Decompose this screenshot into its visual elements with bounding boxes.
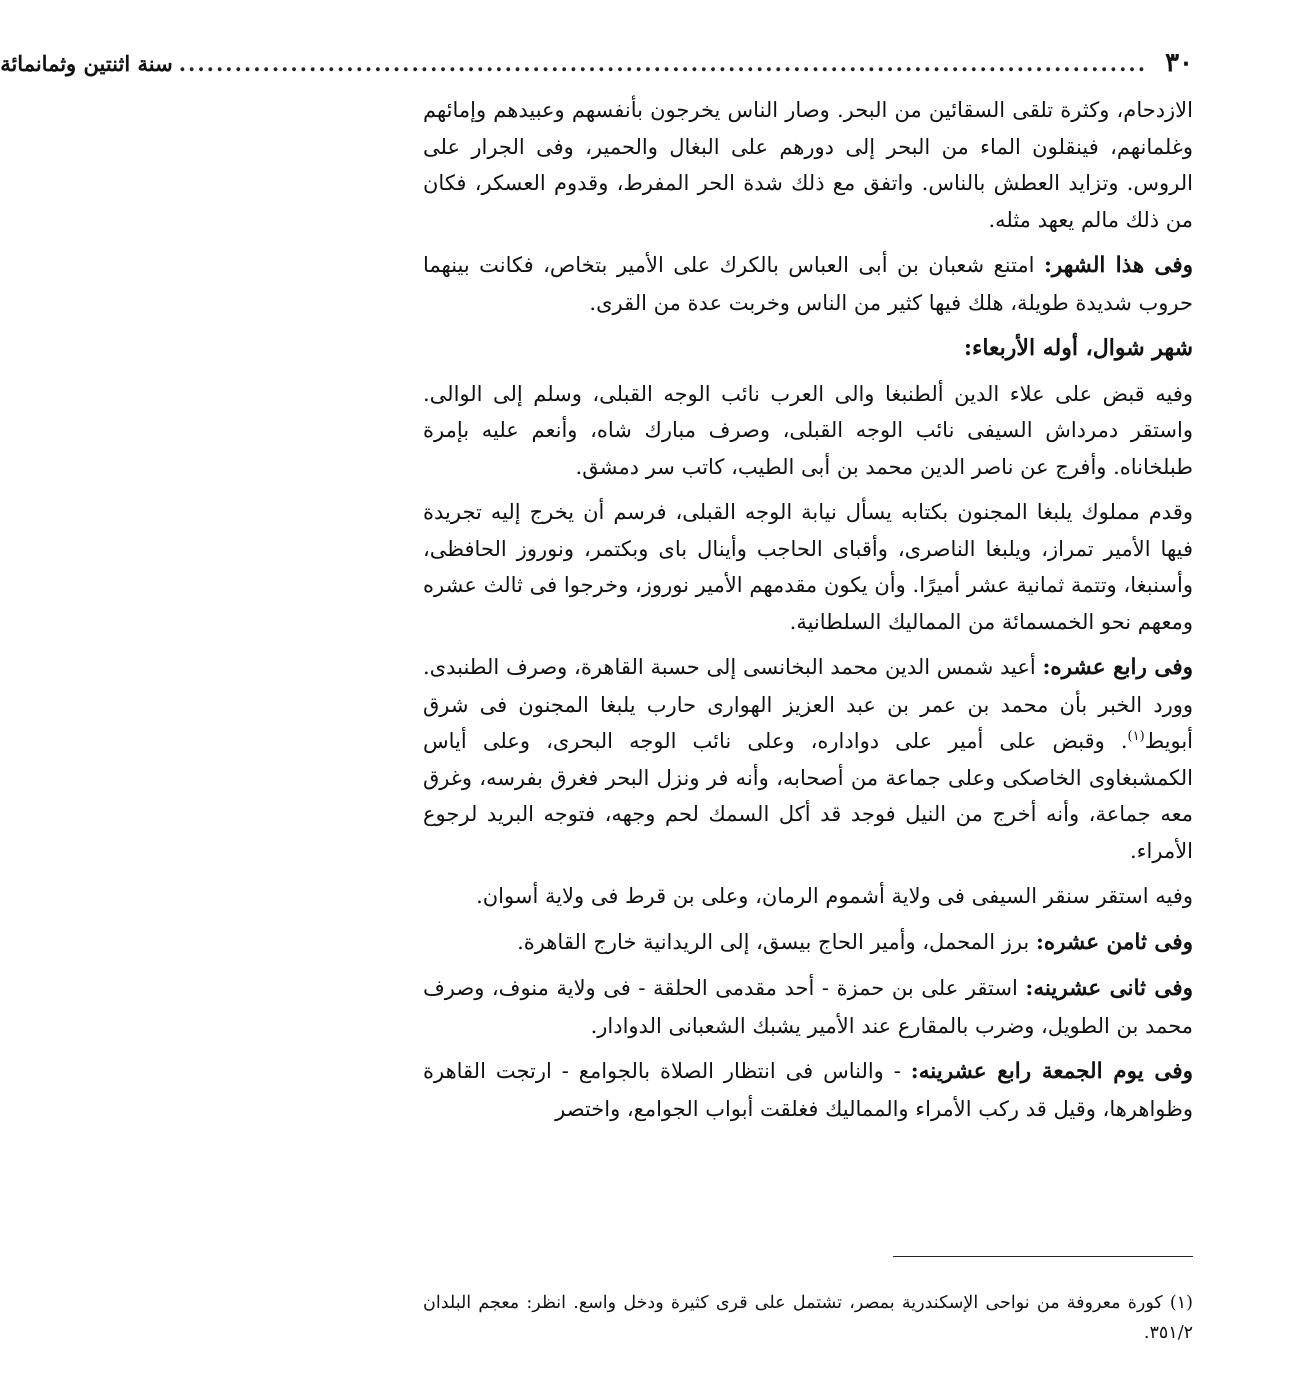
paragraph-arrest <box>423 376 1193 486</box>
paragraph-text: أعيد شمس الدين محمد البخانسى إلى حسبة القاهرة، وصرف الطنبدى. وورد الخبر بأن محمد بن عمر بن عبد العزيز الهوارى حارب يلبغا المجنون فى شرق أبويط <box>423 655 1193 753</box>
paragraph-eighteenth <box>423 924 1193 962</box>
paragraph-text: امتنع شعبان بن أبى العباس بالكرك على الأمير بتخاص، فكانت بينهما حروب شديدة طويلة، هلك فيها كثير من الناس وخربت عدة من القرى. <box>423 253 1193 315</box>
paragraph-twenty-second <box>423 970 1193 1044</box>
book-page <box>0 48 1194 1368</box>
running-title: سنة اثنتين وثمانمائة <box>0 51 173 76</box>
page-number: ٣٠ <box>1165 48 1193 78</box>
paragraph-lead: وفى ثانى عشرينه: <box>1025 976 1194 1001</box>
month-heading-shawwal: شهر شوال، أوله الأربعاء: <box>963 335 1193 361</box>
footnote-reference[interactable]: (١) <box>1127 729 1145 744</box>
paragraph-this-month <box>423 247 1193 321</box>
paragraph-friday <box>423 1053 1193 1127</box>
paragraph-text: وقدم مملوك يلبغا المجنون بكتابه يسأل نيابة الوجه القبلى، فرسم أن يخرج إليه تجريدة فيها الأمير تمراز، ويلبغا الناصرى، وأقباى الحاجب وأينال باى وبكتمر، ونوروز الحافظى، وأسنبغا، وتتمة ثمانية عشر أميرًا. وأن يكون مقدمهم الأمير نوروز، وخرجوا فى ثالث عشره ومعهم نحو الخمسمائة من المماليك السلطانية. <box>423 500 1193 634</box>
paragraph-lead: وفى يوم الجمعة رابع عشرينه: <box>910 1059 1193 1084</box>
footnote-divider <box>893 1256 1193 1257</box>
header-leader-dots: ........................................................................................................ <box>178 51 1148 76</box>
paragraph-fourteenth <box>423 649 1193 869</box>
paragraph-text: الازدحام، وكثرة تلقى السقائين من البحر. وصار الناس يخرجون بأنفسهم وعبيدهم وإمائهم وغلمانهم، فينقلون الماء من البحر إلى دورهم على البغال والحمير، وفى الجرار على الروس. وتزايد العطش بالناس. واتفق مع ذلك شدة الحر المفرط، وقدوم العسكر، فكان من ذلك مالم يعهد مثله. <box>423 98 1193 232</box>
paragraph-appointments <box>423 878 1193 915</box>
paragraph-text: - والناس فى انتظار الصلاة بالجوامع - ارتجت القاهرة وظواهرها، وقيل قد ركب الأمراء والمماليك فغلقت أبواب الجوامع، واختصر <box>423 1059 1193 1121</box>
paragraph-text: وفيه قبض على علاء الدين ألطنبغا والى العرب نائب الوجه القبلى، وسلم إلى الوالى. واستقر دمرداش السيفى نائب الوجه القبلى، وصرف مبارك شاه، وأنعم عليه بإمرة طبلخاناه. وأفرج عن ناصر الدين محمد بن أبى الطيب، كاتب سر دمشق. <box>423 381 1193 479</box>
paragraph-expedition <box>423 494 1193 640</box>
footnote: (١) كورة معروفة من نواحى الإسكندرية بمصر، تشتمل على قرى كثيرة ودخل واسع. انظر: معجم البلدان ٣٥١/٢. <box>423 1292 1193 1343</box>
paragraph-text: استقر على بن حمزة - أحد مقدمى الحلقة - فى ولاية منوف، وصرف محمد بن الطويل، وضرب بالمقارع عند الأمير يشبك الشعبانى الدوادار. <box>423 976 1193 1038</box>
paragraph-lead: وفى ثامن عشره: <box>1035 929 1193 955</box>
paragraph-text: وفيه استقر سنقر السيفى فى ولاية أشموم الرمان، وعلى بن قرط فى ولاية أسوان. <box>476 884 1193 908</box>
page-header <box>0 48 1193 92</box>
paragraph-lead: وفى هذا الشهر: <box>1043 253 1194 278</box>
paragraph-text-continued: . وقبض على أمير على دواداره، وعلى نائب الوجه البحرى، وعلى أياس الكمشبغاوى الخاصكى وعلى جماعة من أصحابه، وأنه فر ونزل البحر فغرق بفرسه، وغرق معه جماعة، وأنه أخرج من النيل فوجد قد أكل السمك لحم وجهه، فتوجه البريد لرجوع الأمراء. <box>423 729 1193 863</box>
paragraph-crowding <box>423 92 1193 238</box>
paragraph-text: برز المحمل، وأمير الحاج بيسق، إلى الريدانية خارج القاهرة. <box>517 929 1036 954</box>
paragraph-lead: وفى رابع عشره: <box>1042 655 1193 680</box>
main-text <box>423 92 1193 1127</box>
